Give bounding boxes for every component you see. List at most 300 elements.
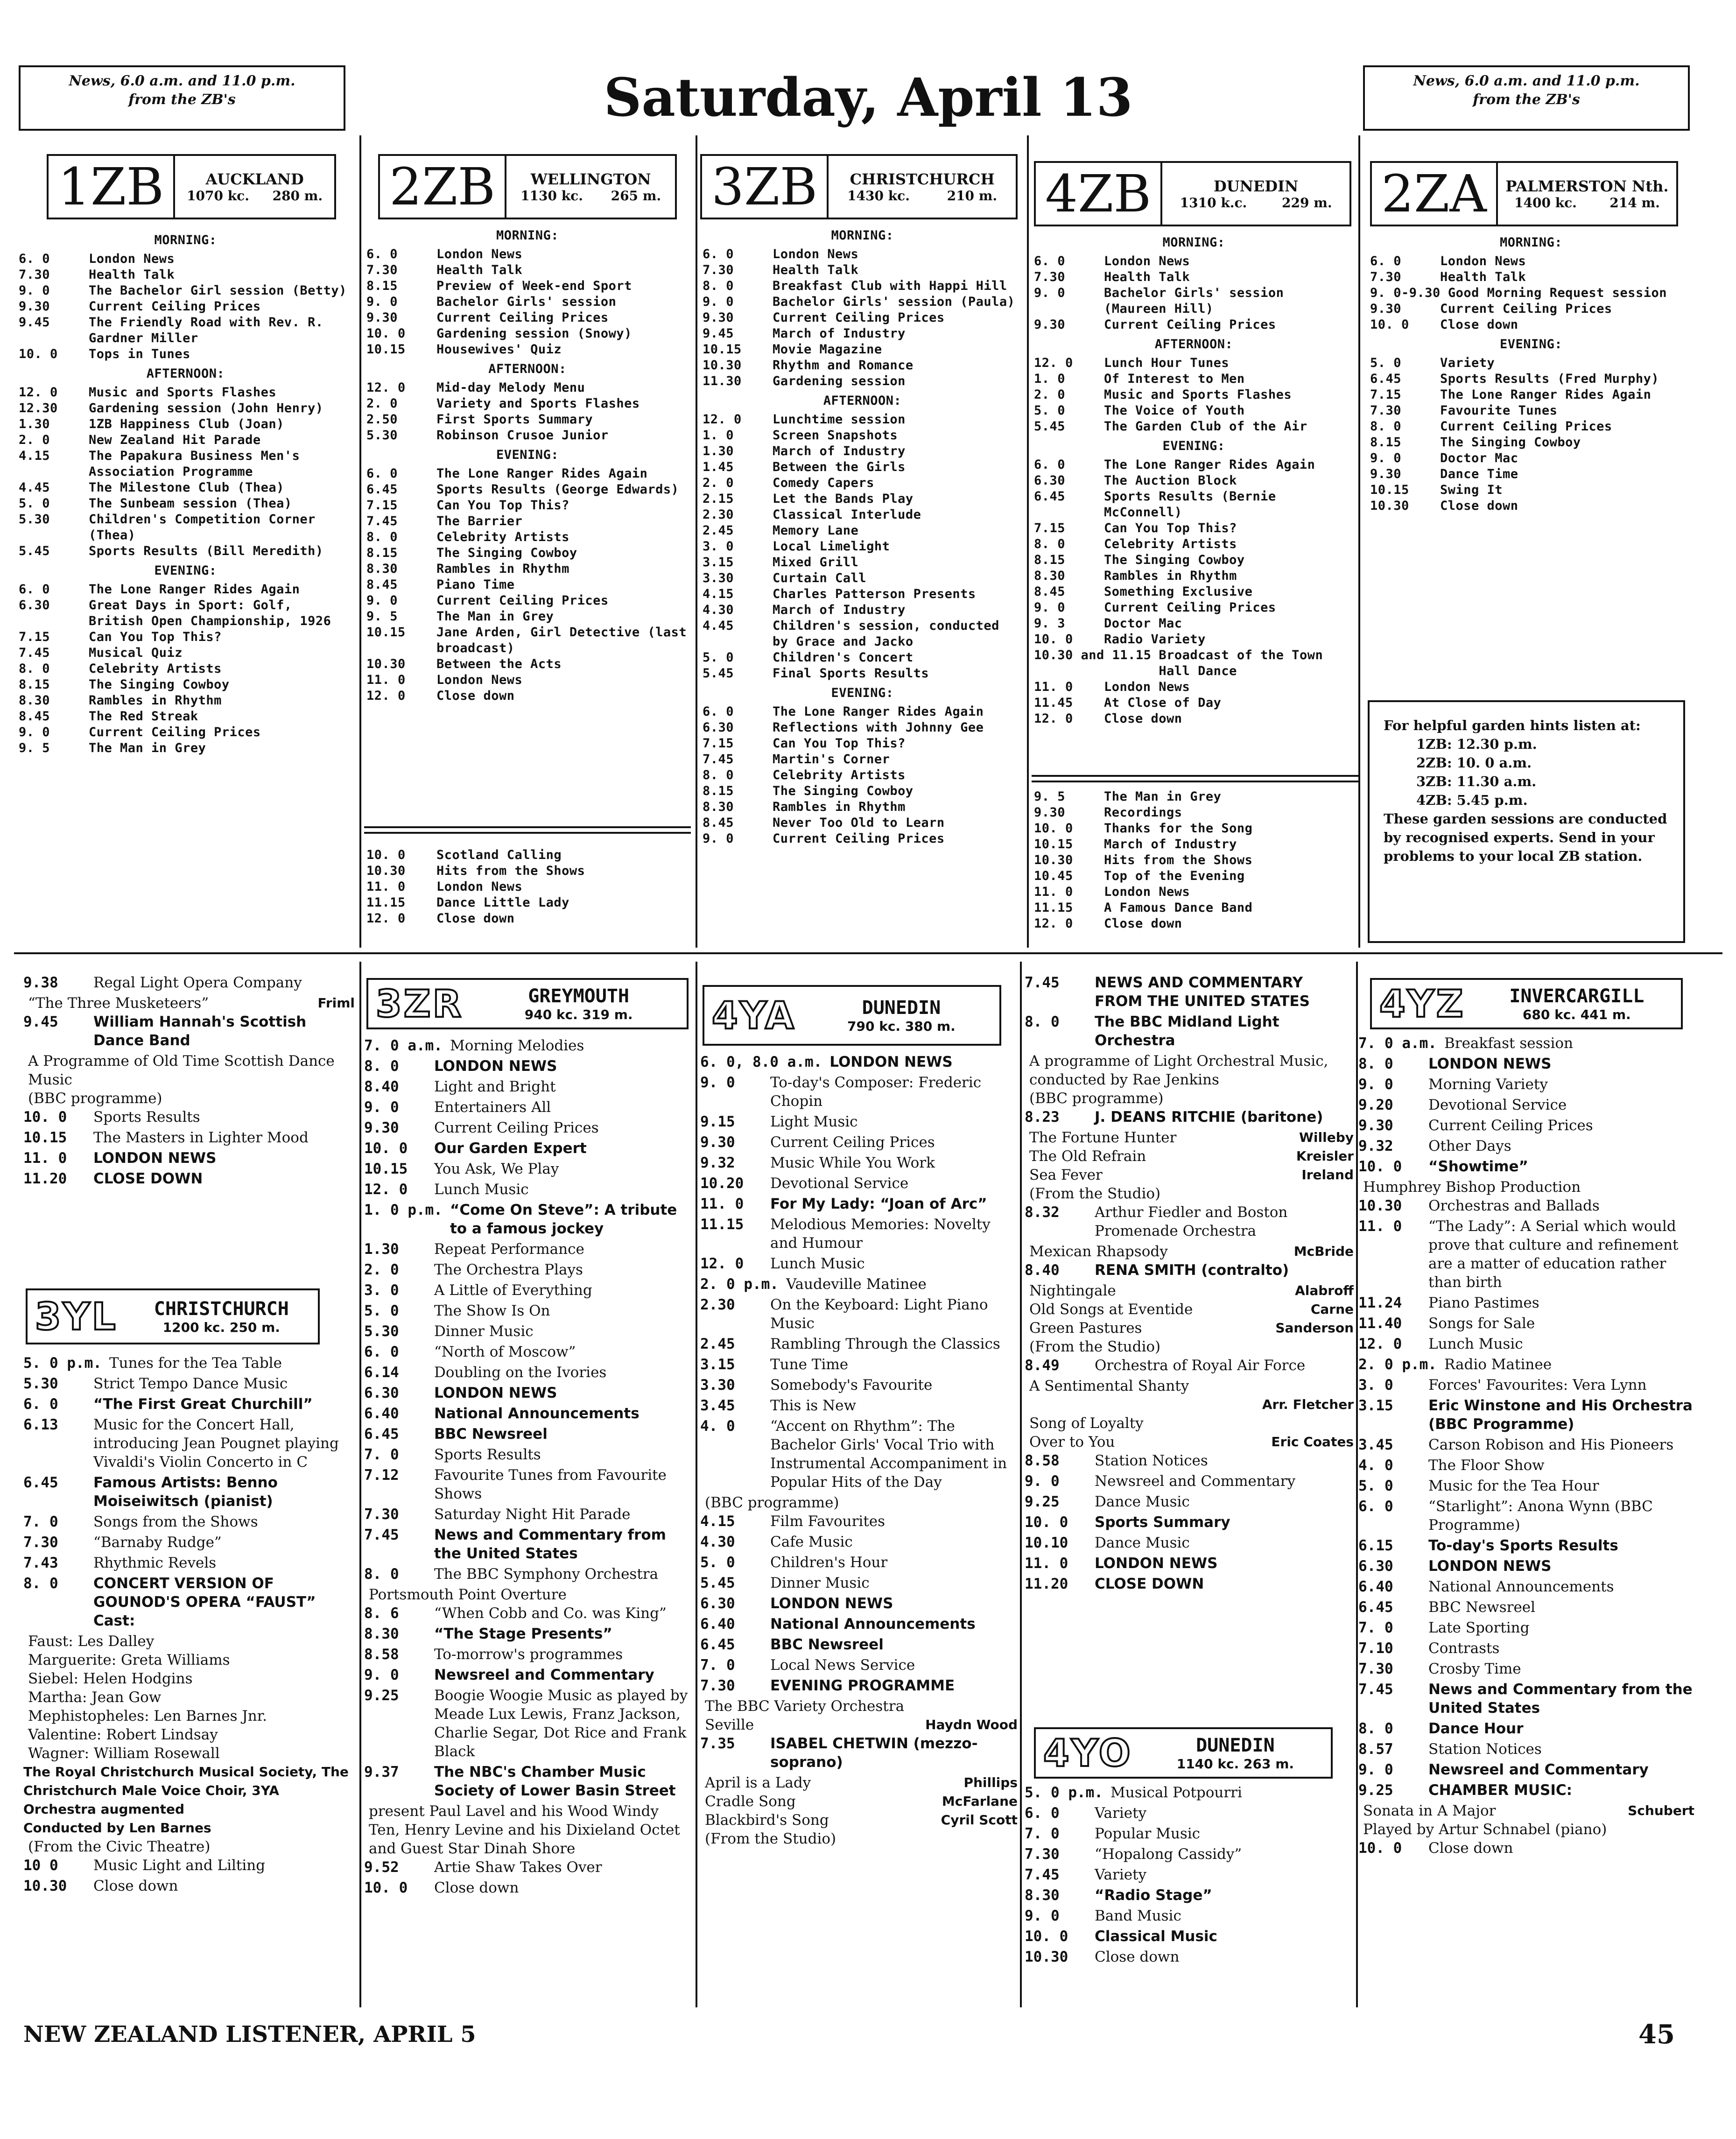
garden-outro: These garden sessions are conducted by recognised experts. Send in your problems to your local ZB station.	[1384, 811, 1667, 864]
period-heading: MORNING:	[1162, 235, 1225, 250]
column-rule	[1358, 135, 1360, 948]
programme-title: At Close of Day	[1104, 696, 1222, 710]
programme-title: Orchestra of Royal Air Force	[1095, 1357, 1306, 1374]
time: 9. 5	[366, 609, 398, 624]
schedule-3yl	[23, 1354, 355, 2007]
schedule-item	[19, 645, 352, 661]
schedule-item	[700, 1053, 1018, 1071]
time: 9. 0-9.30	[1370, 286, 1441, 300]
programme-title: Bachelor Girls' session (Paula)	[773, 295, 1015, 309]
schedule-item	[1370, 419, 1692, 435]
time: 3.15	[1358, 1397, 1393, 1414]
programme-title: Close down	[1428, 1840, 1513, 1857]
programme-title: Curtain Call	[773, 571, 867, 585]
schedule-item	[19, 432, 352, 448]
time: 5. 0	[364, 1302, 399, 1319]
schedule-item	[1025, 1013, 1354, 1050]
time: 5. 0 p.m.	[23, 1355, 102, 1372]
city: INVERCARGILL	[1509, 985, 1645, 1007]
programme-title: Close down	[1440, 499, 1518, 513]
city: CHRISTCHURCH	[154, 1298, 289, 1320]
programme-note: (BBC programme)	[705, 1494, 839, 1511]
schedule-item	[366, 342, 689, 358]
schedule-item	[19, 346, 352, 362]
programme-title: Rambles in Rhythm	[1104, 569, 1237, 583]
time: 8. 0	[1358, 1055, 1393, 1072]
schedule-item	[1358, 1680, 1694, 1717]
time: 6.45	[1370, 372, 1402, 386]
programme-title: Piano Pastimes	[1428, 1295, 1539, 1311]
time: 8.45	[1034, 584, 1066, 599]
schedule-item	[1034, 852, 1354, 868]
schedule-item	[700, 1533, 1018, 1551]
programme-title: BBC Newsreel	[1428, 1599, 1536, 1616]
time: 6. 0	[1370, 254, 1402, 268]
programme-title: Film Favourites	[770, 1513, 886, 1530]
schedule-item	[364, 1077, 691, 1096]
schedule-item	[1025, 1845, 1354, 1864]
programme-title: “When Cobb and Co. was King”	[434, 1605, 667, 1622]
schedule-item	[19, 661, 352, 677]
programme-title: Saturday Night Hit Parade	[434, 1506, 631, 1523]
schedule-item	[703, 523, 1022, 539]
time: 10.30	[1025, 1949, 1068, 1965]
schedule-item	[1034, 884, 1354, 900]
programme-title: Current Ceiling Prices	[1440, 302, 1612, 316]
time: 9.30	[1370, 467, 1402, 481]
programme-title: Children's Competition Corner (Thea)	[89, 512, 316, 542]
city: DUNEDIN	[1214, 177, 1299, 195]
programme-title: Doctor Mac	[1440, 451, 1518, 465]
frequency: 1130 kc.	[520, 188, 583, 204]
programme-note: (From the Studio)	[1029, 1185, 1161, 1202]
schedule-item	[23, 1533, 355, 1552]
programme-title: The Lone Ranger Rides Again	[1104, 457, 1315, 472]
wavelength: 229 m.	[1282, 195, 1332, 211]
work-line	[1025, 1128, 1354, 1147]
programme-title: Late Sporting	[1428, 1619, 1530, 1636]
programme-title: The BBC Symphony Orchestra	[434, 1566, 659, 1583]
composer: Sanderson	[1275, 1320, 1354, 1336]
time: 12. 0	[1034, 916, 1073, 931]
work-title: The Fortune Hunter	[1029, 1129, 1177, 1146]
programme-title: Health Talk	[436, 263, 523, 277]
schedule-item	[703, 428, 1022, 443]
time: 6.45	[1034, 489, 1066, 504]
schedule-item	[19, 315, 352, 346]
programme-note: Marguerite: Greta Williams	[28, 1652, 230, 1668]
time: 6. 0, 8.0 a.m.	[700, 1054, 822, 1070]
programme-title: The Singing Cowboy	[1104, 553, 1245, 567]
schedule-item	[1358, 1719, 1694, 1738]
time: 12. 0	[366, 911, 406, 926]
programme-title: Close down	[1104, 711, 1182, 726]
schedule-item	[700, 1154, 1018, 1172]
time: 9.30	[1034, 805, 1066, 820]
schedule-item	[366, 561, 689, 577]
schedule-item	[703, 278, 1022, 294]
time: 5. 0	[1034, 403, 1066, 418]
time: 7.15	[1370, 387, 1402, 402]
programme-note: (From the Civic Theatre)	[28, 1838, 211, 1855]
schedule-item	[364, 1526, 691, 1563]
programme-title: Radio Matinee	[1444, 1356, 1552, 1373]
time: 7.30	[19, 267, 50, 282]
wavelength: 210 m.	[947, 188, 998, 204]
schedule-item	[1025, 1451, 1354, 1470]
period-heading: EVENING:	[831, 686, 894, 700]
time: 7. 0	[700, 1657, 735, 1674]
programme-title: The Lone Ranger Rides Again	[436, 466, 648, 481]
column-rule	[359, 962, 361, 2007]
time: 6.40	[364, 1405, 399, 1422]
schedule-2zb-late	[366, 847, 689, 941]
call-sign: 4YZ	[1379, 982, 1465, 1026]
programme-title: Dance Music	[1095, 1534, 1190, 1551]
programme-title: Eric Winstone and His Orchestra (BBC Programme)	[1428, 1397, 1693, 1433]
schedule-item	[1034, 419, 1354, 435]
schedule-item	[366, 482, 689, 498]
time: 1.30	[19, 417, 50, 431]
frequency: 1140 kc. 263 m.	[1176, 1756, 1294, 1772]
programme-title: Final Sports Results	[773, 666, 929, 681]
programme-title: LONDON NEWS	[1428, 1055, 1552, 1072]
time: 11.15	[366, 895, 406, 910]
schedule-item	[1358, 1557, 1694, 1576]
schedule-item	[19, 512, 352, 543]
period-heading: MORNING:	[496, 228, 559, 243]
time: 3.15	[703, 555, 734, 570]
schedule-item	[366, 380, 689, 396]
call-sign: 1ZB	[49, 156, 175, 218]
city: GREYMOUTH	[528, 985, 630, 1007]
schedule-item	[1025, 1824, 1354, 1843]
time: 6. 0	[366, 466, 398, 481]
work-title: Blackbird's Song	[705, 1812, 829, 1829]
time: 12. 0	[1034, 356, 1073, 370]
time: 6.30	[703, 720, 734, 735]
programme-title: Jane Arden, Girl Detective (last broadcast)	[436, 625, 687, 655]
schedule-item	[1034, 647, 1354, 679]
schedule-item	[366, 895, 689, 911]
call-sign: 3YL	[35, 1295, 118, 1338]
time: 9. 0	[1025, 1473, 1060, 1490]
frequency: 1430 kc.	[847, 188, 910, 204]
programme-note: Siebel: Helen Hodgins	[28, 1670, 193, 1687]
schedule-item	[364, 1160, 691, 1178]
schedule-item	[1370, 285, 1692, 301]
schedule-item	[700, 1133, 1018, 1152]
news-box-right	[1363, 65, 1690, 131]
time: 7.30	[1370, 403, 1402, 418]
time: 12. 0	[1358, 1336, 1402, 1352]
time: 6.30	[19, 598, 50, 612]
time: 9.32	[700, 1154, 735, 1171]
programme-title: Current Ceiling Prices	[770, 1134, 935, 1151]
programme-title: The Friendly Road with Rev. R. Gardner Miller	[89, 315, 323, 345]
programme-title: Band Music	[1095, 1907, 1181, 1924]
schedule-item	[23, 1415, 355, 1471]
work-title: The Old Refrain	[1029, 1148, 1146, 1165]
programme-title: You Ask, We Play	[434, 1161, 559, 1177]
schedule-item	[1034, 695, 1354, 711]
composer: McBride	[1293, 1244, 1354, 1259]
programme-title: To-day's Composer: Frederic Chopin	[770, 1074, 982, 1110]
time: 1. 0 p.m.	[364, 1202, 443, 1218]
time: 9.45	[19, 315, 50, 330]
programme-title: CONCERT VERSION OF GOUNOD'S OPERA “FAUST” Cast:	[93, 1575, 316, 1629]
programme-title: Songs for Sale	[1428, 1315, 1535, 1332]
work-line	[1025, 1166, 1354, 1184]
schedule-item	[703, 246, 1022, 262]
time: 3.15	[700, 1356, 735, 1373]
schedule-item	[700, 1553, 1018, 1572]
time: 9.30	[19, 299, 50, 314]
programme-title: Current Ceiling Prices	[773, 310, 945, 325]
programme-title: Sports Results (Bernie McConnell)	[1104, 489, 1276, 520]
programme-title: Melodious Memories: Novelty and Humour	[770, 1216, 991, 1252]
page-number: 45	[1638, 2019, 1675, 2050]
time: 10. 0	[364, 1879, 408, 1896]
programme-title: Reflections with Johnny Gee	[773, 720, 984, 735]
work-line	[700, 1773, 1018, 1792]
time: 9.30	[1370, 302, 1402, 316]
programme-title: “Barnaby Rudge”	[93, 1534, 222, 1551]
programme-note: Conducted by Len Barnes	[23, 1820, 211, 1836]
programme-title: Never Too Old to Learn	[773, 816, 945, 830]
schedule-item	[366, 609, 689, 625]
time: 7.30	[1025, 1846, 1060, 1863]
programme-title: Tune Time	[770, 1356, 849, 1373]
schedule-item	[703, 618, 1022, 650]
programme-title: Preview of Week-end Sport	[436, 279, 632, 293]
programme-title: Recordings	[1104, 805, 1182, 820]
schedule-item	[19, 740, 352, 756]
composer: Kreisler	[1296, 1148, 1354, 1164]
programme-title: Regal Light Opera Company	[93, 974, 302, 991]
time: 10. 0	[366, 848, 406, 862]
programme-title: Rambling Through the Classics	[770, 1336, 1000, 1352]
time: 8.15	[1370, 435, 1402, 450]
programme-title: Lunch Hour Tunes	[1104, 356, 1230, 370]
station-header-4yz	[1370, 978, 1683, 1029]
schedule-item	[700, 1396, 1018, 1415]
time: 10.15	[364, 1161, 408, 1177]
time: 10.15	[1034, 837, 1073, 851]
programme-title: Newsreel and Commentary	[1428, 1761, 1649, 1778]
programme-title: Rhythmic Revels	[93, 1555, 217, 1571]
schedule-item	[19, 677, 352, 693]
schedule-item	[19, 401, 352, 416]
programme-title: Doubling on the Ivories	[434, 1364, 607, 1381]
programme-title: ISABEL CHETWIN (mezzo-soprano)	[770, 1735, 978, 1771]
schedule-item	[703, 799, 1022, 815]
time: 9.52	[364, 1859, 399, 1876]
time: 8. 0	[364, 1566, 399, 1583]
programme-title: Close down	[436, 911, 515, 926]
time: 10.30	[1358, 1197, 1402, 1214]
schedule-item	[23, 1108, 355, 1126]
time: 8. 0	[19, 661, 50, 676]
time: 7. 0	[1358, 1619, 1393, 1636]
programme-title: Our Garden Expert	[434, 1140, 587, 1157]
city: AUCKLAND	[205, 170, 304, 188]
programme-title: Newsreel and Commentary	[1095, 1473, 1296, 1490]
schedule-item	[703, 539, 1022, 555]
programme-title: Between the Girls	[773, 460, 906, 474]
programme-note: Valentine: Robert Lindsay	[28, 1726, 218, 1743]
programme-title: Health Talk	[1104, 270, 1190, 284]
schedule-item	[1358, 1355, 1694, 1374]
schedule-item	[703, 412, 1022, 428]
programme-title: Music Light and Lilting	[93, 1857, 266, 1874]
schedule-item	[364, 1384, 691, 1402]
programme-note: Song of Loyalty	[1029, 1415, 1144, 1432]
programme-note: Humphrey Bishop Production	[1363, 1179, 1581, 1196]
programme-title: “Radio Stage”	[1095, 1887, 1212, 1904]
composer: Friml	[317, 995, 355, 1011]
frequency: 1400 kc.	[1514, 195, 1577, 211]
schedule-item	[700, 1417, 1018, 1492]
programme-title: Music for the Tea Hour	[1428, 1478, 1599, 1494]
programme-title: Children's Concert	[773, 650, 914, 665]
frequency: 940 kc. 319 m.	[524, 1006, 633, 1022]
column-rule	[1020, 962, 1022, 2007]
programme-title: Martin's Corner	[773, 752, 890, 767]
programme-title: The Orchestra Plays	[434, 1261, 583, 1278]
time: 11.45	[1034, 696, 1073, 710]
news-box-line1: News, 6.0 a.m. and 11.0 p.m.	[1413, 73, 1640, 89]
programme-note: A Programme of Old Time Scottish Dance Music	[28, 1053, 335, 1088]
work-title: “The Three Musketeers”	[28, 995, 209, 1012]
programme-title: “North of Moscow”	[434, 1344, 576, 1360]
time: 12. 0	[1034, 711, 1073, 726]
time: 6. 0	[1025, 1805, 1060, 1822]
station-header-4ya	[703, 985, 1001, 1046]
time: 8. 0	[1370, 419, 1402, 434]
schedule-item	[1034, 387, 1354, 403]
schedule-4zb-late	[1034, 789, 1354, 938]
schedule-item	[1370, 269, 1692, 285]
section-rule	[14, 952, 1722, 954]
time: 9.25	[1025, 1493, 1060, 1510]
programme-title: The Masters in Lighter Mood	[93, 1129, 309, 1146]
programme-title: A Famous Dance Band	[1104, 901, 1253, 915]
schedule-item	[364, 1322, 691, 1341]
programme-title: Dinner Music	[434, 1323, 534, 1340]
programme-title: Favourite Tunes from Favourite Shows	[434, 1467, 667, 1502]
wavelength: 280 m.	[272, 188, 323, 204]
programme-title: Devotional Service	[1428, 1097, 1567, 1113]
time: 8. 0	[1034, 537, 1066, 551]
time: 7. 0 a.m.	[1358, 1035, 1437, 1052]
programme-title: Current Ceiling Prices	[436, 593, 609, 608]
schedule-item	[1025, 1513, 1354, 1532]
schedule-4ya	[700, 1053, 1018, 2007]
time: 9.20	[1358, 1097, 1393, 1113]
programme-title: Breakfast session	[1444, 1035, 1573, 1052]
time: 10.30	[1370, 499, 1409, 513]
station-header-2zb	[378, 154, 677, 219]
programme-title: Entertainers All	[434, 1099, 551, 1116]
time: 2. 0	[1034, 387, 1066, 402]
schedule-item	[1358, 1376, 1694, 1394]
programme-title: Light and Bright	[434, 1078, 556, 1095]
programme-title: LONDON NEWS	[93, 1150, 217, 1167]
programme-title: LONDON NEWS	[770, 1595, 893, 1612]
time: 5.30	[364, 1323, 399, 1340]
schedule-item	[19, 283, 352, 299]
time: 2. 0	[364, 1261, 399, 1278]
garden-time-4zb: 4ZB: 5.45 p.m.	[1416, 792, 1528, 808]
programme-title: To-morrow's programmes	[434, 1646, 623, 1663]
garden-hints-box	[1368, 700, 1685, 943]
schedule-item	[364, 1343, 691, 1361]
time: 8.15	[366, 546, 398, 560]
time: 9. 0	[1358, 1076, 1393, 1093]
time: 8.49	[1025, 1357, 1060, 1374]
time: 7.45	[1025, 1866, 1060, 1883]
schedule-3zr	[364, 1036, 691, 2007]
schedule-item	[366, 466, 689, 482]
time: 8.30	[703, 800, 734, 814]
schedule-item	[1025, 1783, 1354, 1802]
schedule-item	[19, 385, 352, 401]
programme-title: Current Ceiling Prices	[89, 725, 261, 739]
programme-title: “The Stage Presents”	[434, 1625, 612, 1642]
station-header-3yl	[26, 1288, 320, 1344]
time: 11. 0	[366, 673, 406, 687]
schedule-item	[19, 267, 352, 283]
garden-intro: For helpful garden hints listen at:	[1384, 718, 1641, 733]
work-line	[1358, 1801, 1694, 1820]
schedule-item	[703, 783, 1022, 799]
programme-title: William Hannah's Scottish Dance Band	[93, 1013, 307, 1049]
programme-title: Tunes for the Tea Table	[109, 1355, 282, 1372]
time: 7.45	[364, 1527, 399, 1543]
schedule-item	[700, 1073, 1018, 1111]
time: 10.20	[700, 1175, 744, 1192]
programme-title: Lunch Music	[434, 1181, 529, 1198]
time: 10.30	[703, 358, 742, 373]
station-header-1zb	[47, 154, 336, 219]
time: 9. 0	[364, 1667, 399, 1683]
time: 11.15	[700, 1216, 744, 1233]
time: 6. 0	[366, 247, 398, 261]
programme-title: “Come On Steve”: A tribute to a famous jockey	[450, 1202, 677, 1237]
programme-title: NEWS AND COMMENTARY FROM THE UNITED STATES	[1095, 974, 1310, 1010]
work-line	[1025, 1281, 1354, 1300]
page-title: Saturday, April 13	[604, 67, 1133, 128]
programme-title: Comedy Capers	[773, 476, 874, 490]
programme-title: LONDON NEWS	[829, 1054, 953, 1070]
schedule-item	[703, 262, 1022, 278]
programme-title: Dance Music	[1095, 1493, 1190, 1510]
programme-title: Can You Top This?	[89, 630, 222, 644]
time: 8.30	[1025, 1887, 1060, 1904]
schedule-item	[1034, 552, 1354, 568]
schedule-item	[364, 1119, 691, 1137]
programme-title: A Little of Everything	[434, 1282, 592, 1299]
time: 8.23	[1025, 1109, 1060, 1126]
work-line	[1025, 1319, 1354, 1337]
programme-title: Current Ceiling Prices	[434, 1119, 599, 1136]
programme-title: Close down	[1095, 1949, 1180, 1965]
programme-title: Lunchtime session	[773, 412, 906, 427]
time: 7.12	[364, 1467, 399, 1484]
time: 8.15	[19, 677, 50, 692]
time: 4.45	[19, 480, 50, 495]
